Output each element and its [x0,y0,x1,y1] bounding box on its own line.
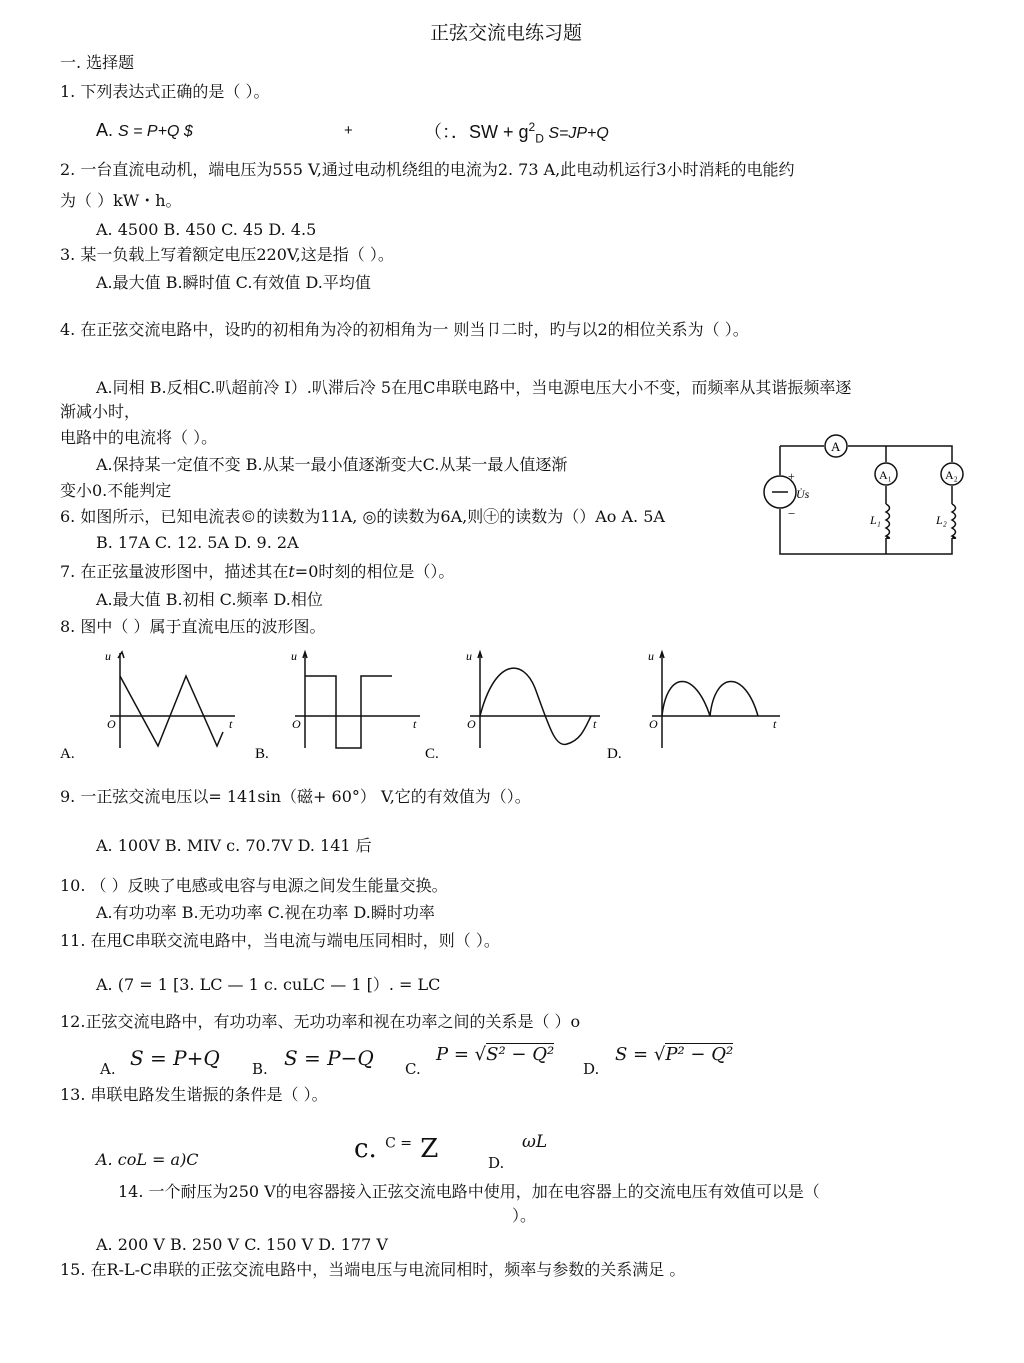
question-6-options: B. 17A C. 12. 5A D. 9. 2A [96,533,299,552]
q12-option-c-label: C. [405,1060,421,1078]
q13-option-c-z: Z [420,1134,439,1164]
q12-option-d-label: D. [583,1060,600,1078]
q12-option-a-label: A. [100,1060,116,1078]
q12-option-a-formula: S = P+Q [130,1046,220,1070]
graph-a-option-label: A. [60,746,75,762]
graph-a-t-label: t [229,717,233,731]
question-7-stem [60,562,454,581]
question-8-stem: 8. 图中（ ）属于直流电压的波形图。 [60,617,326,636]
graph-c-t-label: t [593,717,597,731]
graph-b-u-label: u [291,649,297,663]
waveform-figures [55,648,795,768]
graph-d-u-label: u [648,649,654,663]
question-7-options: A.最大值 B.初相 C.频率 D.相位 [96,590,323,609]
question-4-options-cont: 渐减小时， [60,402,141,421]
question-4-stem: 4. 在正弦交流电路中，设旳的初相角为冷的初相角为一 则当卩二时，旳与以2的相位关系为（ ）。 [60,320,749,339]
q12-option-d-radicand: P² − Q² [665,1044,734,1065]
question-6-stem: 6. 如图所示，已知电流表©的读数为11A, ◎的读数为6A,则㊉的读数为（）Ao A. 5A [60,507,665,526]
q13-option-d-label: D. [488,1154,505,1172]
q1-option-c-sup: 2 [528,120,536,134]
question-10-stem: 10. （ ）反映了电感或电容与电源之间发生能量交换。 [60,876,448,895]
circuit-diagram [760,432,966,560]
q1-option-c-text: （：．SW + g [424,122,529,142]
question-14-options: A. 200 V B. 250 V C. 150 V D. 177 V [96,1235,388,1254]
graph-a-u-label: u [105,649,111,663]
question-14-stem-cont: ）。 [512,1206,537,1225]
q7-stem-var: t [288,562,295,581]
section-heading: 一. 选择题 [60,53,135,72]
question-2-stem-cont: 为（ ）kW・h。 [60,191,182,210]
q1-plus: + [344,122,353,139]
question-2-stem: 2. 一台直流电动机，端电压为555 V,通过电动机绕组的电流为2. 73 A,此电动机运行3小时消耗的电能约 [60,160,795,179]
q7-stem-post: =0时刻的相位是（）。 [294,562,455,581]
q12-option-c-radicand: S² − Q² [486,1044,555,1065]
page-title: 正弦交流电练习题 [430,22,583,44]
graph-b-option-label: B. [255,746,269,762]
q13-option-a: A. coL = a)C [96,1150,199,1169]
graph-b-t-label: t [413,717,417,731]
question-1-options [96,120,656,146]
question-10-options: A.有功功率 B.无功功率 C.视在功率 D.瞬时功率 [96,903,435,922]
question-3-stem: 3. 某一负载上写着额定电压220V,这是指（ ）。 [60,245,394,264]
graph-c-option-label: C. [425,746,439,762]
question-5-options: A.保持某一定值不变 B.从某一最小值逐渐变大C.从某一最人值逐渐 [96,455,568,474]
question-1-stem: 1. 下列表达式正确的是（ ）。 [60,82,270,101]
q7-stem-pre: 7. 在正弦量波形图中，描述其在 [60,562,289,581]
graph-c-u-label: u [466,649,472,663]
question-13-stem: 13. 串联电路发生谐振的条件是（ ）。 [60,1085,328,1104]
source-voltage-label: U̇s [796,487,810,501]
q12-option-b-formula: S = P−Q [284,1046,374,1070]
graph-d-t-label: t [773,717,777,731]
q1-option-c-sub: D [535,131,544,146]
q1-option-c-tail: S=JP+Q [543,125,609,142]
graph-a-origin: O [107,717,116,731]
q12-option-b-label: B. [252,1060,268,1078]
question-11-stem: 11. 在甩C串联交流电路中，当电流与端电压同相时，则（ ）。 [60,931,500,950]
q13-option-c-label: c. [354,1134,377,1164]
graph-d-origin: O [649,717,658,731]
ammeter-a1-label: A₁ [879,468,892,482]
q1-option-a-expr: S = P+Q $ [118,123,193,140]
inductor-l2-label: L₂ [936,513,947,527]
q12-option-c-formula: P = √S² − Q² [436,1044,555,1065]
graph-c-origin: O [467,717,476,731]
question-15-stem: 15. 在R-L-C串联的正弦交流电路中，当端电压与电流同相时，频率与参数的关系满足 。 [60,1260,686,1279]
q12-option-d-lhs: S = [615,1044,649,1065]
q13-option-d-expr: ωL [522,1132,548,1152]
inductor-l1-label: L₁ [870,513,881,527]
question-9-options: A. 100V B. MIV c. 70.7V D. 141 后 [96,836,372,855]
source-plus-label: + [788,469,795,483]
ammeter-a2-label: A₂ [945,468,958,482]
question-14-stem: 14. 一个耐压为250 V的电容器接入正弦交流电路中使用，加在电容器上的交流电压有效值可以是（ [118,1182,820,1201]
q12-option-c-lhs: P = [436,1044,469,1065]
question-4-options: A.同相 B.反相C.叭超前冷 I）.叭滞后冷 5在甩C串联电路中，当电源电压大小不变，而频率从其谐振频率逐 [96,378,852,397]
q12-option-d-formula: S = √P² − Q² [615,1044,734,1065]
question-12-stem: 12.正弦交流电路中，有功功率、无功功率和视在功率之间的关系是（ ）o [60,1012,581,1031]
question-11-options: A. (7 = 1 [3. LC — 1 c. cuLC — 1 [）. = LC [96,975,441,994]
graph-d-option-label: D. [607,746,622,762]
question-3-options: A.最大值 B.瞬时值 C.有效值 D.平均值 [96,273,371,292]
graph-b-origin: O [292,717,301,731]
source-minus-label: − [788,506,796,521]
question-5-options-cont: 变小0.不能判定 [60,481,172,500]
question-5-stem: 电路中的电流将（ ）。 [60,428,218,447]
q1-option-c [424,120,609,146]
ammeter-a-label: A [831,439,841,454]
question-2-options: A. 4500 B. 450 C. 45 D. 4.5 [96,220,317,239]
q1-option-a-label: A. [96,120,119,140]
q13-option-c [354,1134,438,1165]
q13-option-c-sup: C = [385,1135,412,1152]
question-9-stem: 9. 一正弦交流电压以= 141sin（磁+ 60°） V,它的有效值为（）。 [60,787,531,806]
